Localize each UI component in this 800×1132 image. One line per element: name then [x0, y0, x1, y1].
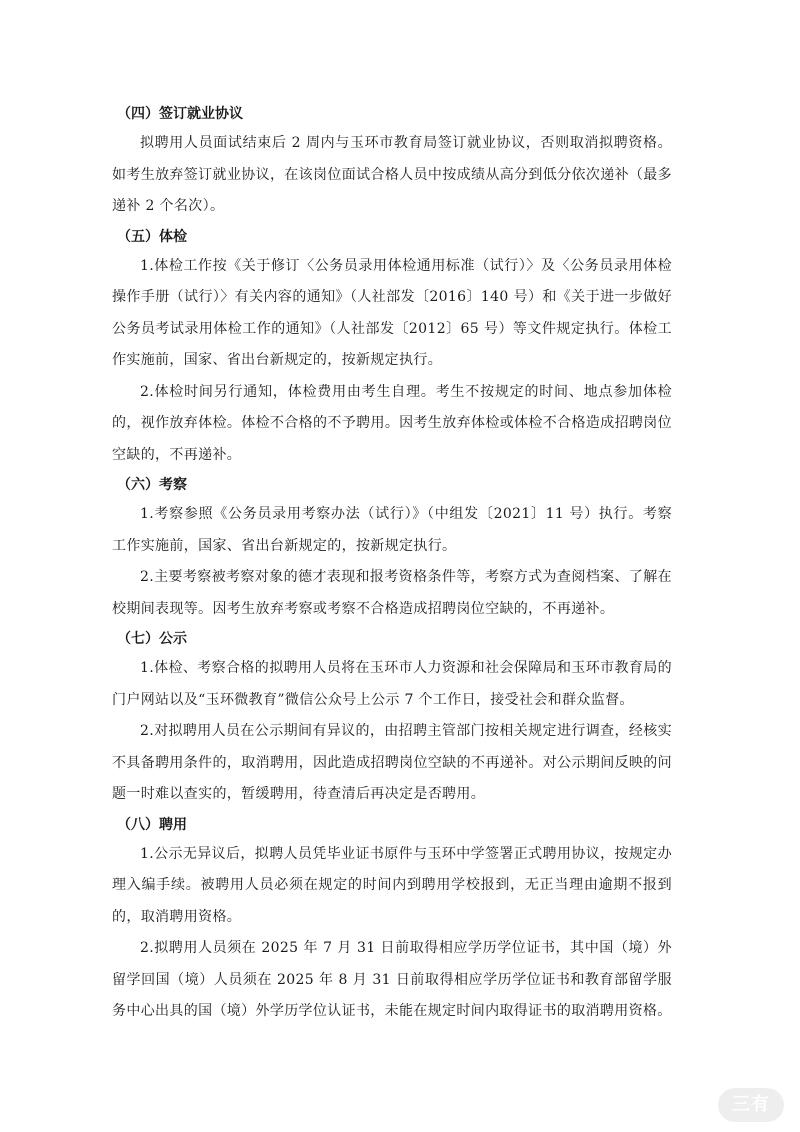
- paragraph: 1.体检工作按《关于修订〈公务员录用体检通用标准（试行）〉及〈公务员录用体检操作手册（试行）〉有关内容的通知》（人社部发〔2016〕140 号）和《关于进一步做好公务员考试录用体检工作的通知》（人社部发〔2012〕65 号）等文件规定执行。体检工作实施前，国家、省出台新规定的，按新规定执行。: [112, 257, 672, 368]
- section-heading-publicity: （七）公示: [117, 631, 187, 647]
- paragraph: 2.拟聘用人员须在 2025 年 7 月 31 日前取得相应学历学位证书，其中国（境）外留学回国（境）人员须在 2025 年 8 月 31 日前取得相应学历学位证书和教育部留学服务中心出具的国（境）外学历学位认证书，未能在规定时间内取得证书的取消聘用资格。: [112, 940, 672, 1019]
- paragraph: 2.体检时间另行通知，体检费用由考生自理。考生不按规定的时间、地点参加体检的，视作放弃体检。体检不合格的不予聘用。因考生放弃体检或体检不合格造成招聘岗位空缺的，不再递补。: [112, 383, 672, 463]
- paragraph: 1.考察参照《公务员录用考察办法（试行）》（中组发〔2021〕11 号）执行。考察工作实施前，国家、省出台新规定的，按新规定执行。: [112, 506, 672, 554]
- paragraph: 2.主要考察被考察对象的德才表现和报考资格条件等，考察方式为查阅档案、了解在校期间表现等。因考生放弃考察或考察不合格造成招聘岗位空缺的，不再递补。: [112, 569, 672, 617]
- section-heading-employment: （八）聘用: [117, 816, 187, 833]
- paragraph: 1.体检、考察合格的拟聘用人员将在玉环市人力资源和社会保障局和玉环市教育局的门户网站以及“玉环微教育”微信公众号上公示 7 个工作日，接受社会和群众监督。: [112, 660, 672, 708]
- section-heading-inspection: （六）考察: [117, 477, 187, 493]
- paragraph: 2.对拟聘用人员在公示期间有异议的，由招聘主管部门按相关规定进行调查，经核实不具备聘用条件的，取消聘用，因此造成招聘岗位空缺的不再递补。对公示期间反映的问题一时难以查实的，暂缓聘用，待查清后再决定是否聘用。: [112, 723, 672, 802]
- watermark-logo: 三有: [718, 1088, 784, 1122]
- section-heading-employment-agreement: （四）签订就业协议: [117, 106, 243, 122]
- paragraph: 拟聘用人员面试结束后 2 周内与玉环市教育局签订就业协议，否则取消拟聘资格。如考生放弃签订就业协议，在该岗位面试合格人员中按成绩从高分到低分依次递补（最多递补 2 个名次）。: [112, 135, 672, 214]
- document-body: [112, 100, 672, 1028]
- section-heading-medical-exam: （五）体检: [117, 228, 187, 245]
- paragraph: 1.公示无异议后，拟聘人员凭毕业证书原件与玉环中学签署正式聘用协议，按规定办理入编手续。被聘用人员必须在规定的时间内到聘用学校报到，无正当理由逾期不报到的，取消聘用资格。: [112, 845, 672, 925]
